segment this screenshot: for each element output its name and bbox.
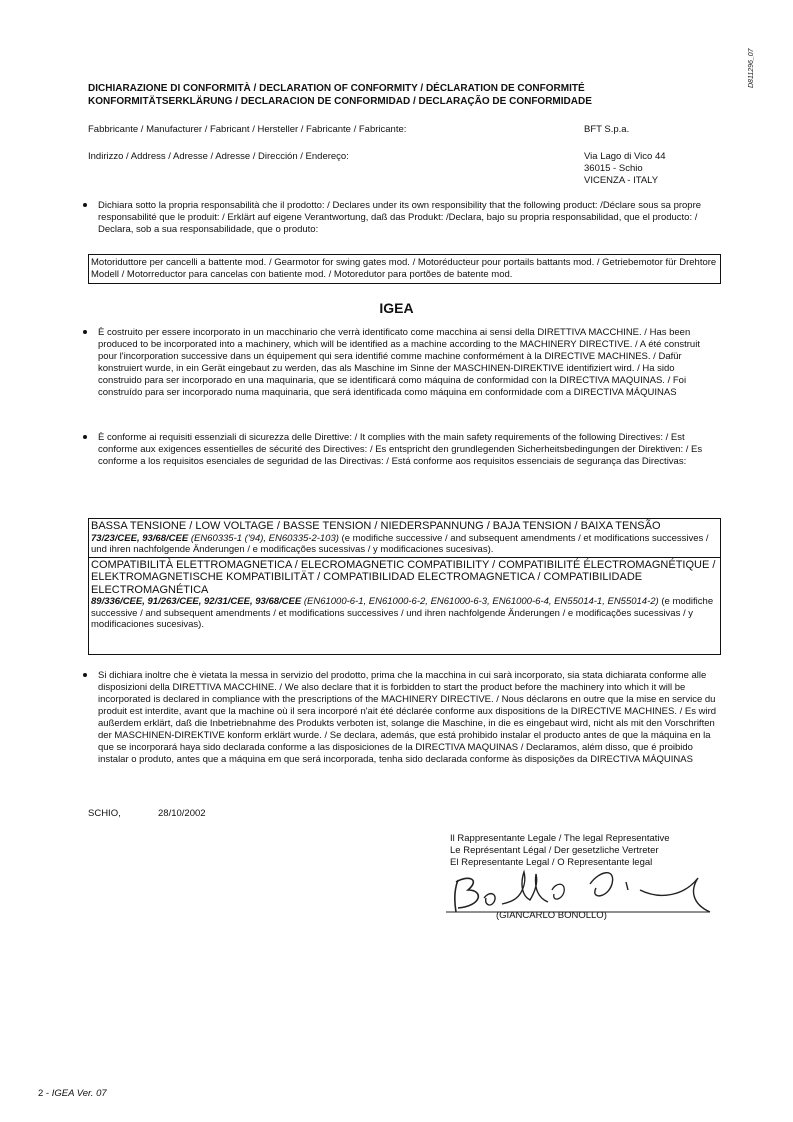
manufacturer-label: Fabbricante / Manufacturer / Fabricant / Hersteller / Fabricante / Fabricante: xyxy=(88,124,407,135)
low-voltage-directive xyxy=(89,519,720,557)
title-line-2: KONFORMITÄTSERKLÄRUNG / DECLARACION DE CONFORMIDAD / DECLARAÇÃO DE CONFORMIDADE xyxy=(88,96,592,107)
model-name: IGEA xyxy=(379,300,414,316)
declaration-prohibition: Si dichiara inoltre che è vietata la messa in servizio del prodotto, prima che la macchina in cui sarà incorporato, sia stata dichiarata conforme alle disposizioni della DIRETTIVA MACCHINE. / We also declare that it is forbidden to start the product before the machinery into which it will be incorporated is declared in compliance with the prescriptions of the MACHINERY DIRECTIVE. / Nous déclarons en outre que la mise en service du produit est interdite, avant que la machine où il sera incorporé n'ait été déclarée conforme aux dispositions de la DIRECTIVE MACHINES. / Es wird außerdem erklärt, daß die Inbetriebnahme des Produkts verboten ist, solange die Maschine, in die es eingebaut wird, nicht als mit den Vorschriften der MASCHINEN-DIREKTIVE konform erklärt wurde. / Se declara, además, que está prohibido instalar el producto antes de que la máquina en la que se incorporará haya sido declarada conforme a las disposiciones de la DIRECTIVA MAQUINAS / Declaramos, além disso, que é proibido instalar o produto, antes que a máquina em que será incorporada, tenha sido declarada conforme às disposições da DIRECTIVA MÁQUINAS xyxy=(88,670,720,766)
low-voltage-refs: 73/23/CEE, 93/68/CEE xyxy=(91,532,189,544)
representative-line-2: Le Représentant Légal / Der gesetzliche Vertreter xyxy=(450,845,659,856)
bullet-icon xyxy=(83,435,87,439)
product-description-box: Motoriduttore per cancelli a battente mod. / Gearmotor for swing gates mod. / Motoréducteur pour portails battants mod. / Getriebemotor für Drehtore Modell / Motorreductor para cancelas con batiente mod. / Motoredutor para portões de batente mod. xyxy=(88,254,721,284)
page-footer xyxy=(38,1088,107,1099)
address-line-1: Via Lago di Vico 44 xyxy=(584,151,666,162)
document-title xyxy=(88,82,708,108)
declaration-machinery: È costruito per essere incorporato in un macchinario che verrà identificato come macchina ai sensi della DIRETTIVA MACCHINE. / Has been produced to be incorporated into a machinery, which will be identified as a machine according to the MACHINERY DIRECTIVE. / A été construit pour l'incorporation successive dans un équipement qui sera identifié comme machine conformément à la DIRECTIVE MACHINES. / Dafür konstruiert wurde, in ein Gerät eingebaut zu werden, das als Maschine im Sinne der MASCHINEN-DIREKTIVE identifiziert wird. / Ha sido construido para ser incorporado en una maquinaria, que se identificará como máquina de conformidad con la DIRECTIVA MAQUINAS. / Foi construído para ser incorporado numa maquinaria, que será identificada como máquina em conformidade com a DIRECTIVA MÁQUINAS xyxy=(88,327,720,399)
representative-line-3: El Representante Legal / O Representante legal xyxy=(450,857,653,868)
low-voltage-heading: BASSA TENSIONE / LOW VOLTAGE / BASSE TENSION / NIEDERSPANNUNG / BAJA TENSION / BAIXA TENSÃO xyxy=(91,520,661,532)
page-number: 2 - xyxy=(38,1088,50,1099)
low-voltage-note: (e modifiche successive / and subsequent amendments / et modifications successives / und ihren nachfolgende Änderungen / e modificações sucessivas / y modificaciones sucesivas). xyxy=(91,532,709,555)
address-value xyxy=(584,151,666,187)
address-label: Indirizzo / Address / Adresse / Adresse / Dirección / Endereço: xyxy=(88,151,349,162)
title-line-1: DICHIARAZIONE DI CONFORMITÀ / DECLARATION OF CONFORMITY / DÉCLARATION DE CONFORMITÉ xyxy=(88,83,585,94)
representative-name: (GIANCARLO BONOLLO) xyxy=(496,910,607,921)
bullet-icon xyxy=(83,330,87,334)
address-line-2: 36015 - Schio xyxy=(584,163,643,174)
emc-note: (e modifiche successive / and subsequent amendments / et modifications successives / und ihren nachfolgende Änderungen / e modificações sucessivas / y modificaciones sucesivas). xyxy=(91,596,714,630)
declaration-responsibility: Dichiara sotto la propria responsabilità che il prodotto: / Declares under its own responsibility that the following product: /Déclare sous sa propre responsabilité que le produit: / Erklärt auf eigene Verantwortung, daß das Produkt: /Declara, bajo su propria responsabilidad, que el producto: / Declara, sob a sua responsabilidade, que o produto: xyxy=(88,200,723,236)
address-line-3: VICENZA - ITALY xyxy=(584,175,659,186)
manufacturer-value: BFT S.p.a. xyxy=(584,124,630,135)
declaration-safety: È conforme ai requisiti essenziali di sicurezza delle Direttive: / It complies with the main safety requirements of the following Directives: / Est conforme aux exigences essentielles de sécurité des Directives: / Es entspricht den grundlegenden Sicherheitsbedingungen der Direktiven: / Es conforme a los requisitos esenciales de seguridad de las Directivas: / Está conforme aos requisitos essenciais de segurança das Directivas: xyxy=(88,432,720,468)
directives-box xyxy=(88,518,721,655)
low-voltage-body xyxy=(91,533,718,556)
emc-directive xyxy=(89,558,720,632)
document-code: D811296_07 xyxy=(748,48,755,88)
bullet-icon xyxy=(83,673,87,677)
representative-line-1: Il Rappresentante Legale / The legal Representative xyxy=(450,833,670,844)
place: SCHIO, xyxy=(88,808,121,819)
low-voltage-standards: (EN60335-1 ('94), EN60335-2-103) xyxy=(190,532,339,544)
emc-body xyxy=(91,596,718,631)
emc-standards: (EN61000-6-1, EN61000-6-2, EN61000-6-3, EN61000-6-4, EN55014-1, EN55014-2) xyxy=(303,596,659,607)
emc-heading: COMPATIBILITÀ ELETTROMAGNETICA / ELECROMAGNETIC COMPATIBILITY / COMPATIBILITÉ ÉLECTROMAGNÉTIQUE / ELEKTROMAGNETISCHE KOMPATIBILITÄT / COMPATIBILIDAD ELECTROMAGNETICA / COMPATIBILIDADE ELECTROMAGNÉTICA xyxy=(91,558,716,596)
emc-refs: 89/336/CEE, 91/263/CEE, 92/31/CEE, 93/68/CEE xyxy=(91,596,302,607)
date: 28/10/2002 xyxy=(158,808,206,819)
bullet-icon xyxy=(83,203,87,207)
footer-doc: IGEA Ver. 07 xyxy=(51,1088,107,1099)
